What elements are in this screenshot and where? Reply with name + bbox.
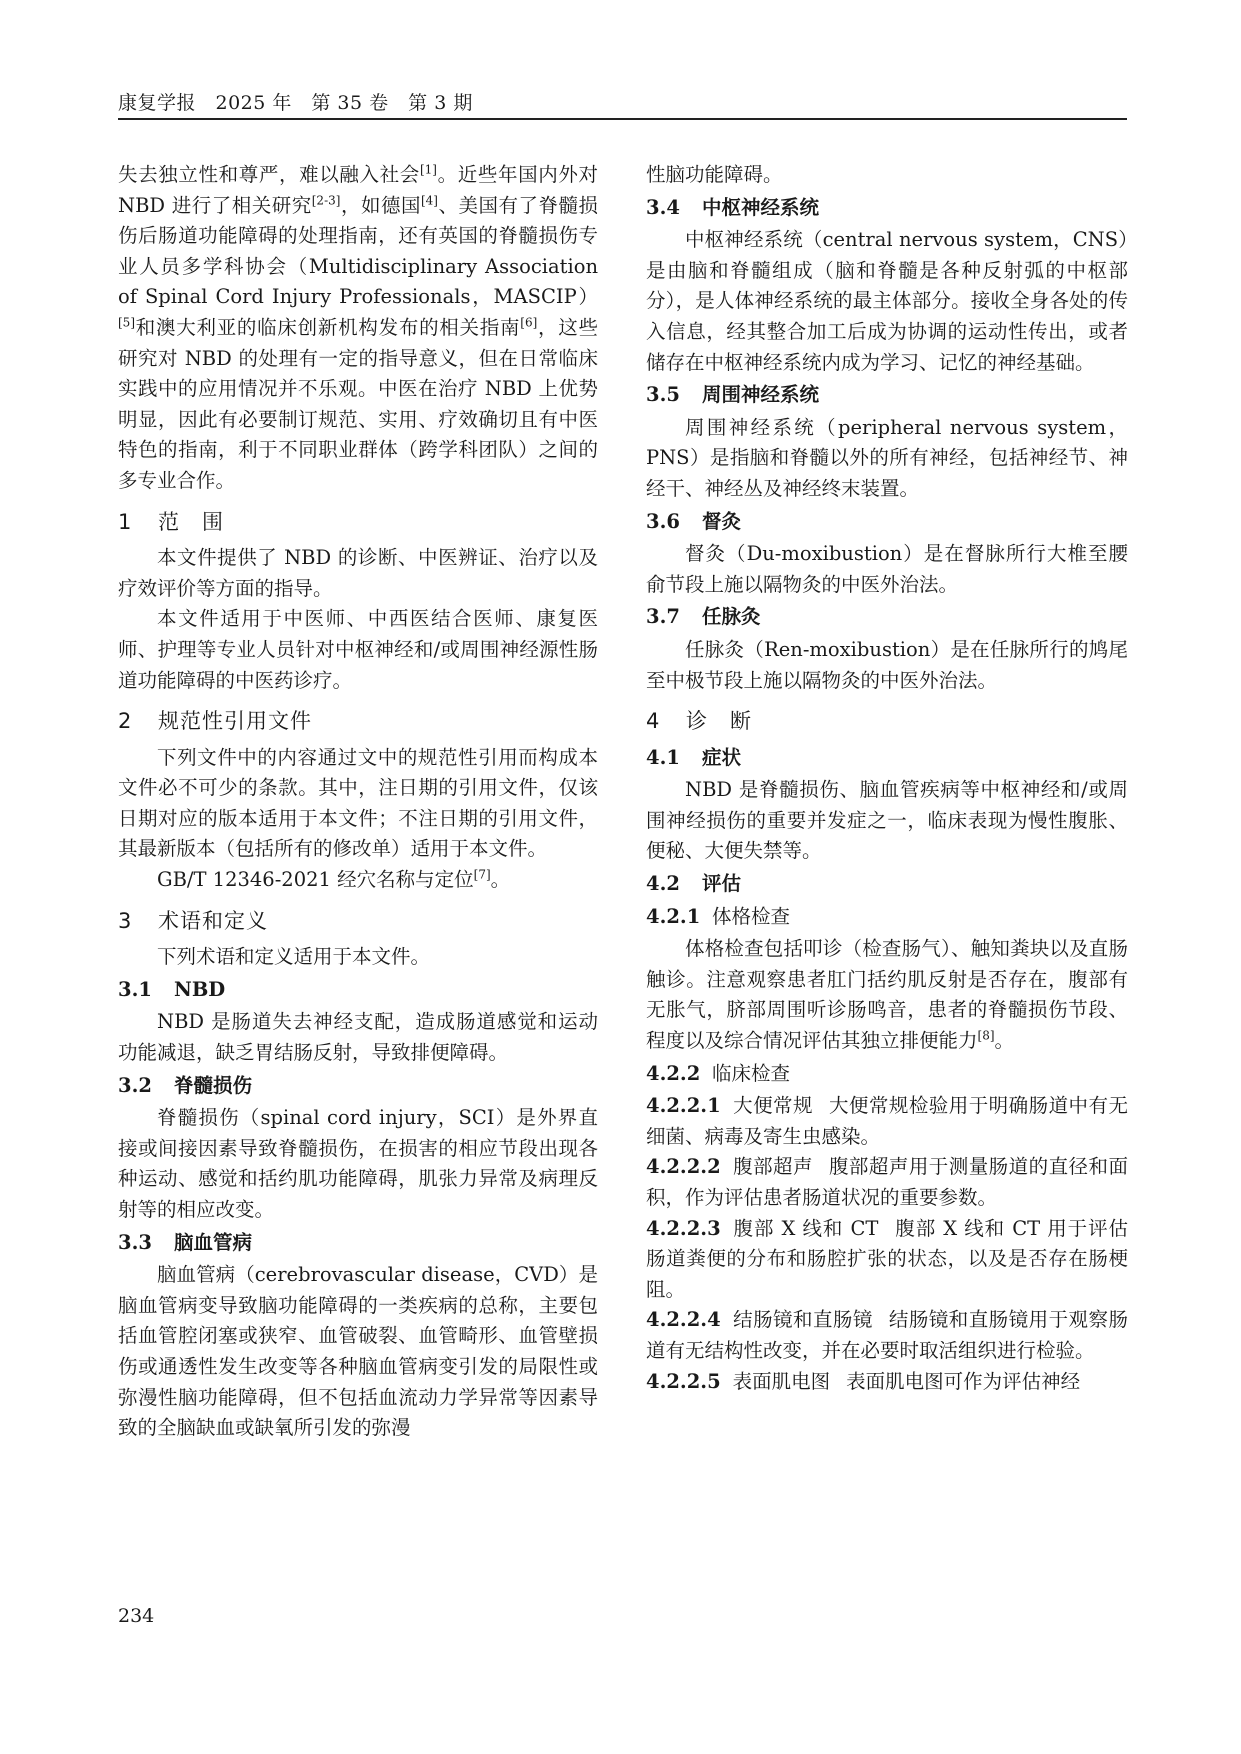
citation: [2-3] bbox=[311, 193, 341, 208]
right-column bbox=[646, 160, 1128, 1397]
paragraph: 下列文件中的内容通过文中的规范性引用而构成本文件必不可少的条款。其中，注日期的引用文件，仅该日期对应的版本适用于本文件；不注日期的引用文件，其最新版本（包括所有的修改单）适用于本文件。 bbox=[118, 745, 598, 861]
running-header: 康复学报 2025 年 第 35 卷 第 3 期 bbox=[118, 92, 473, 114]
item-4-2-2-1: 4.2.2.1 大便常规 大便常规检验用于明确肠道中有无细菌、病毒及寄生虫感染。 bbox=[646, 1094, 1128, 1148]
subsubsection-heading: 4.2.2 临床检查 bbox=[646, 1061, 791, 1085]
section-heading: 1 范 围 bbox=[118, 509, 224, 534]
citation: [7] bbox=[473, 867, 491, 882]
subsection-heading: 3.7 任脉灸 bbox=[646, 605, 761, 629]
item-4-2-2-2: 4.2.2.2 腹部超声 腹部超声用于测量肠道的直径和面积，作为评估患者肠道状况的重要参数。 bbox=[646, 1155, 1128, 1209]
section-heading: 4 诊 断 bbox=[646, 709, 752, 734]
item-4-2-2-4: 4.2.2.4 结肠镜和直肠镜 结肠镜和直肠镜用于观察肠道有无结构性改变，并在必要时取活组织进行检验。 bbox=[646, 1308, 1128, 1362]
subsection-heading: 3.2 脊髓损伤 bbox=[118, 1073, 253, 1097]
paragraph: 脑血管病（cerebrovascular disease，CVD）是脑血管病变导致脑功能障碍的一类疾病的总称，主要包括血管腔闭塞或狭窄、血管破裂、血管畸形、血管壁损伤或通透性发生改变等各种脑血管病变引发的局限性或弥漫性脑功能障碍，但不包括血流动力学异常等因素导致的全脑缺血或缺氧所引发的弥漫 bbox=[118, 1263, 598, 1440]
citation: [5] bbox=[118, 315, 135, 330]
paragraph: NBD 是肠道失去神经支配，造成肠道感觉和运动功能减退，缺乏胃结肠反射，导致排便障碍。 bbox=[118, 1010, 598, 1065]
paragraph: GB/T 12346-2021 经穴名称与定位[7]。 bbox=[157, 867, 511, 892]
citation: [4] bbox=[420, 193, 438, 208]
left-column bbox=[118, 160, 598, 1444]
intro-paragraph: 失去独立性和尊严，难以融入社会[1]。近些年国内外对 NBD 进行了相关研究[2-3]，如德国[4]、美国有了脊髓损伤后肠道功能障碍的处理指南，还有英国的脊髓损伤专业人员多学科协会（Multidisciplinary Association of Spinal Cord Injury Professionals，MASCIP）[5]和澳大利亚的临床创新机构发布的相关指南[6]，这些研究对 NBD 的处理有一定的指导意义，但在日常临床实践中的应用情况并不乐观。中医在治疗 NBD 上优势明显，因此有必要制订规范、实用、疗效确切且有中医特色的指南，利于不同职业群体（跨学科团队）之间的多专业合作。 bbox=[118, 162, 598, 492]
section-heading: 2 规范性引用文件 bbox=[118, 709, 312, 734]
citation: [6] bbox=[520, 315, 538, 330]
subsection-heading: 3.6 督灸 bbox=[646, 509, 742, 533]
subsection-heading: 3.5 周围神经系统 bbox=[646, 383, 820, 407]
item-4-2-2-5: 4.2.2.5 表面肌电图 表面肌电图可作为评估神经 bbox=[646, 1369, 1081, 1393]
item-4-2-2-3: 4.2.2.3 腹部 X 线和 CT 腹部 X 线和 CT 用于评估肠道粪便的分布和肠腔扩张的状态，以及是否存在肠梗阻。 bbox=[646, 1216, 1128, 1301]
paragraph: NBD 是脊髓损伤、脑血管疾病等中枢神经和/或周围神经损伤的重要并发症之一，临床表现为慢性腹胀、便秘、大便失禁等。 bbox=[646, 778, 1128, 863]
subsection-heading: 3.1 NBD bbox=[118, 977, 226, 1001]
subsection-heading: 3.3 脑血管病 bbox=[118, 1230, 253, 1254]
paragraph: 体格检查包括叩诊（检查肠气）、触知粪块以及直肠触诊。注意观察患者肛门括约肌反射是否存在，腹部有无胀气，脐部周围听诊肠鸣音，患者的脊髓损伤节段、程度以及综合情况评估其独立排便能力[8]。 bbox=[646, 937, 1128, 1053]
subsection-heading: 3.4 中枢神经系统 bbox=[646, 195, 820, 219]
subsection-heading: 4.1 症状 bbox=[646, 745, 742, 769]
citation: [1] bbox=[419, 162, 437, 177]
header-rule bbox=[118, 118, 1127, 120]
subsection-heading: 4.2 评估 bbox=[646, 872, 742, 896]
paragraph: 督灸（Du-moxibustion）是在督脉所行大椎至腰俞节段上施以隔物灸的中医外治法。 bbox=[646, 542, 1128, 596]
paragraph-continued: 性脑功能障碍。 bbox=[646, 163, 783, 186]
paragraph: 下列术语和定义适用于本文件。 bbox=[157, 945, 431, 969]
paragraph: 本文件提供了 NBD 的诊断、中医辨证、治疗以及疗效评价等方面的指导。 bbox=[118, 546, 598, 600]
paragraph: 任脉灸（Ren-moxibustion）是在任脉所行的鸠尾至中极节段上施以隔物灸的中医外治法。 bbox=[646, 637, 1128, 692]
subsubsection-heading: 4.2.1 体格检查 bbox=[646, 904, 791, 928]
paragraph: 脊髓损伤（spinal cord injury，SCI）是外界直接或间接因素导致脊髓损伤，在损害的相应节段出现各种运动、感觉和括约肌功能障碍，肌张力异常及病理反射等的相应改变。 bbox=[118, 1106, 598, 1221]
paragraph: 中枢神经系统（central nervous system，CNS）是由脑和脊髓组成（脑和脊髓是各种反射弧的中枢部分），是人体神经系统的最主体部分。接收全身各处的传入信息，经其整合加工后成为协调的运动性传出，或者储存在中枢神经系统内成为学习、记忆的神经基础。 bbox=[646, 228, 1128, 374]
section-heading: 3 术语和定义 bbox=[118, 908, 268, 933]
page-number: 234 bbox=[118, 1605, 155, 1627]
paragraph: 本文件适用于中医师、中西医结合医师、康复医师、护理等专业人员针对中枢神经和/或周围神经源性肠道功能障碍的中医药诊疗。 bbox=[118, 607, 598, 692]
citation: [8] bbox=[977, 1028, 995, 1043]
paragraph: 周围神经系统（peripheral nervous system，PNS）是指脑和脊髓以外的所有神经，包括神经节、神经干、神经丛及神经终末装置。 bbox=[646, 415, 1128, 500]
